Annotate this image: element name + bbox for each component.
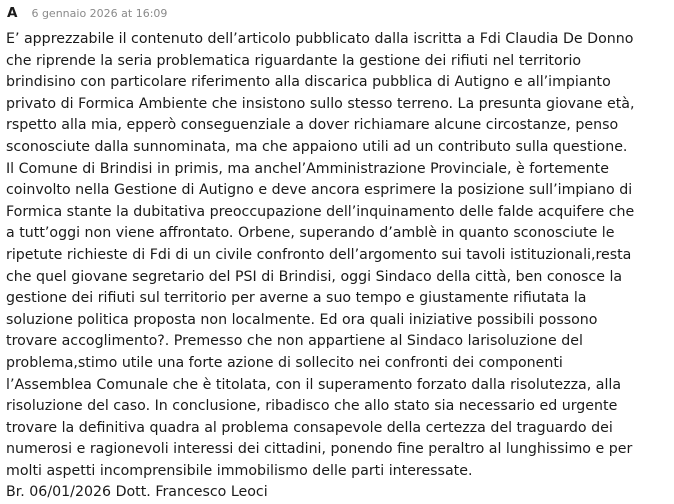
comment-text-line: ripetute richieste di Fdi di un civile confronto dell’argomento sui tavoli istituzionali,resta [6, 246, 632, 263]
comment-text-line: E’ apprezzabile il contenuto dell’articolo pubblicato dalla iscritta a Fdi Claudia De Donno [6, 31, 634, 47]
comment-text-line: trovare accoglimento?. Premesso che non appartiene al Sindaco larisoluzione del [6, 333, 583, 350]
comment-text-line: trovare la definitiva quadra al problema consapevole della certezza del traguardo dei [6, 419, 613, 436]
comment-text-line: molti aspetti incomprensibile immobilismo delle parti interessate. [6, 462, 473, 479]
comment-body [6, 29, 668, 504]
comment-text-line: risoluzione del caso. In conclusione, ribadisco che allo stato sia necessario ed urgente [6, 398, 618, 415]
comment-text-line: l’Assemblea Comunale che è titolata, con il superamento forzato dalla risolutezza, alla [6, 376, 622, 393]
comment-text-line: a tutt’oggi non viene affrontato. Orbene, superando d’amblè in quanto sconosciute le [6, 225, 615, 242]
comment-text-line: brindisino con particolare riferimento alla discarica pubblica di Autigno e all’impianto [6, 74, 611, 91]
comment-text-line: numerosi e ragionevoli interessi dei cittadini, ponendo fine peraltro al lunghissimo e per [6, 441, 633, 458]
comment-header [7, 4, 167, 22]
comment-author[interactable]: A [7, 5, 18, 21]
comment-text-line: Formica stante la dubitativa preoccupazione dell’inquinamento delle falde acquifere che [6, 203, 635, 220]
comment-text-line: Il Comune di Brindisi in primis, ma anchel’Amministrazione Provinciale, è fortemente [6, 160, 609, 177]
comment-text-line: gestione dei rifiuti sul territorio per averne a suo tempo e giustamente rifiutata la [6, 290, 587, 307]
comment-text-line: che riprende la seria problematica riguardante la gestione dei rifiuti nel territorio [6, 52, 582, 69]
comment-text-line: problema,stimo utile una forte azione di sollecito nei confronti dei componenti [6, 354, 563, 371]
comment-text-line: soluzione politica proposta non localmente. Ed ora quali iniziative possibili possono [6, 311, 598, 328]
comment-text-line: privato di Formica Ambiente che insistono sullo stesso terreno. La presunta giovane età, [6, 95, 635, 112]
comment-text-line: rspetto alla mia, epperò conseguenziale a dover richiamare alcune circostanze, penso [6, 117, 619, 134]
comment-text-line: sconosciute dalla sunnominata, ma che appaiono utili ad un contributo sulla questione. [6, 138, 628, 155]
comment-timestamp[interactable]: 6 gennaio 2026 at 16:09 [31, 6, 168, 20]
comment-text-line: coinvolto nella Gestione di Autigno e deve ancora esprimere la posizione sull’impiano di [6, 182, 633, 199]
comment-signature: Br. 06/01/2026 Dott. Francesco Leoci [6, 484, 268, 501]
comment-text-line: che quel giovane segretario del PSI di Brindisi, oggi Sindaco della città, ben conosce la [6, 268, 623, 285]
